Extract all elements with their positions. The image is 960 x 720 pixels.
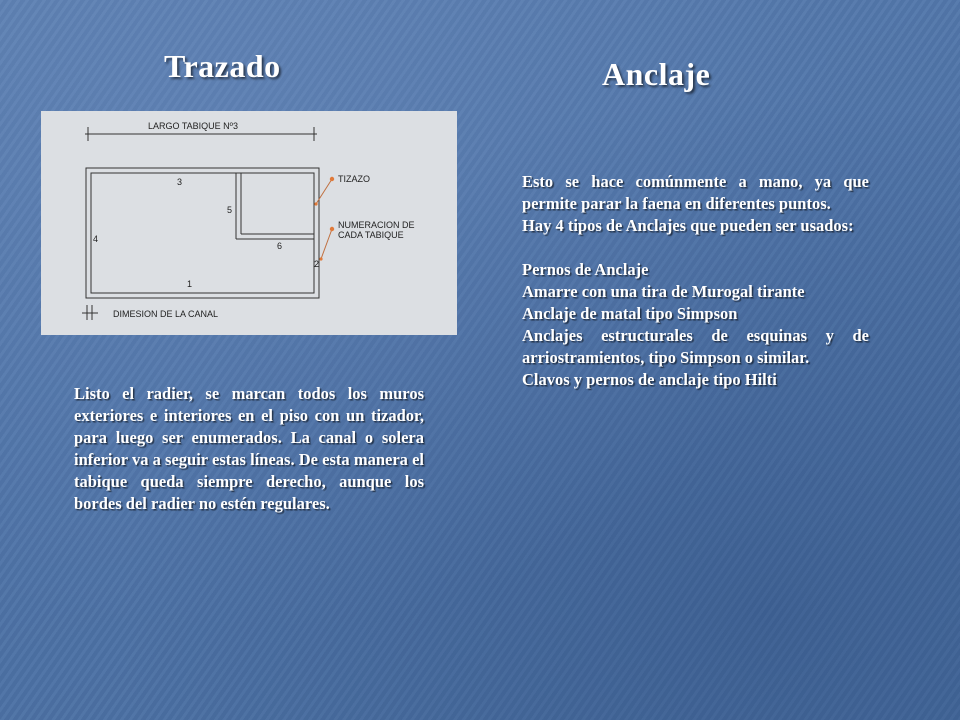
trazado-description: Listo el radier, se marcan todos los muros exteriores e interiores en el piso con un tizador, para luego ser enumerados. La canal o solera inferior va a seguir estas líneas. De esta manera el tabique queda siempre derecho, aunque los bordes del radier no estén regulares. (74, 384, 424, 513)
wall-number-6: 6 (277, 241, 283, 251)
callout-numeracion-label-2: CADA TABIQUE (338, 230, 404, 240)
callout-numeracion (319, 227, 334, 261)
inner-wall-5 (236, 173, 241, 239)
anchor-type-item: Anclaje de matal tipo Simpson (522, 304, 738, 323)
anclaje-intro: Esto se hace comúnmente a mano, ya que permite parar la faena en diferentes puntos. (522, 172, 869, 213)
figure-header-label: LARGO TABIQUE Nº3 (148, 121, 238, 131)
anclaje-description (522, 171, 869, 391)
anchor-type-item: Clavos y pernos de anclaje tipo Hilti (522, 370, 777, 389)
title-trazado: Trazado (164, 48, 281, 84)
inner-wall-6 (236, 234, 314, 239)
anchor-type-item: Pernos de Anclaje (522, 260, 649, 279)
anchor-types-list (522, 259, 869, 391)
anchor-type-item: Anclajes estructurales de esquinas y de arriostramientos, tipo Simpson o similar. (522, 326, 869, 367)
wall-number-2: 2 (314, 259, 320, 269)
wall-number-1: 1 (187, 279, 193, 289)
wall-number-5: 5 (227, 205, 233, 215)
anchor-type-item: Amarre con una tira de Murogal tirante (522, 282, 805, 301)
title-anclaje: Anclaje (602, 56, 711, 92)
outer-walls (86, 168, 319, 298)
wall-number-4: 4 (93, 234, 99, 244)
paragraph-spacer (522, 237, 869, 259)
wall-number-3: 3 (177, 177, 183, 187)
anclaje-count-line: Hay 4 tipos de Anclajes que pueden ser usados: (522, 216, 854, 235)
floor-plan-diagram (41, 111, 457, 335)
callout-tizazo (314, 177, 334, 206)
figure-footer-label: DIMESION DE LA CANAL (113, 309, 219, 319)
callout-numeracion-label-1: NUMERACION DE (338, 220, 415, 230)
callout-tizazo-label: TIZAZO (338, 174, 370, 184)
channel-dimension-mark (82, 305, 98, 320)
